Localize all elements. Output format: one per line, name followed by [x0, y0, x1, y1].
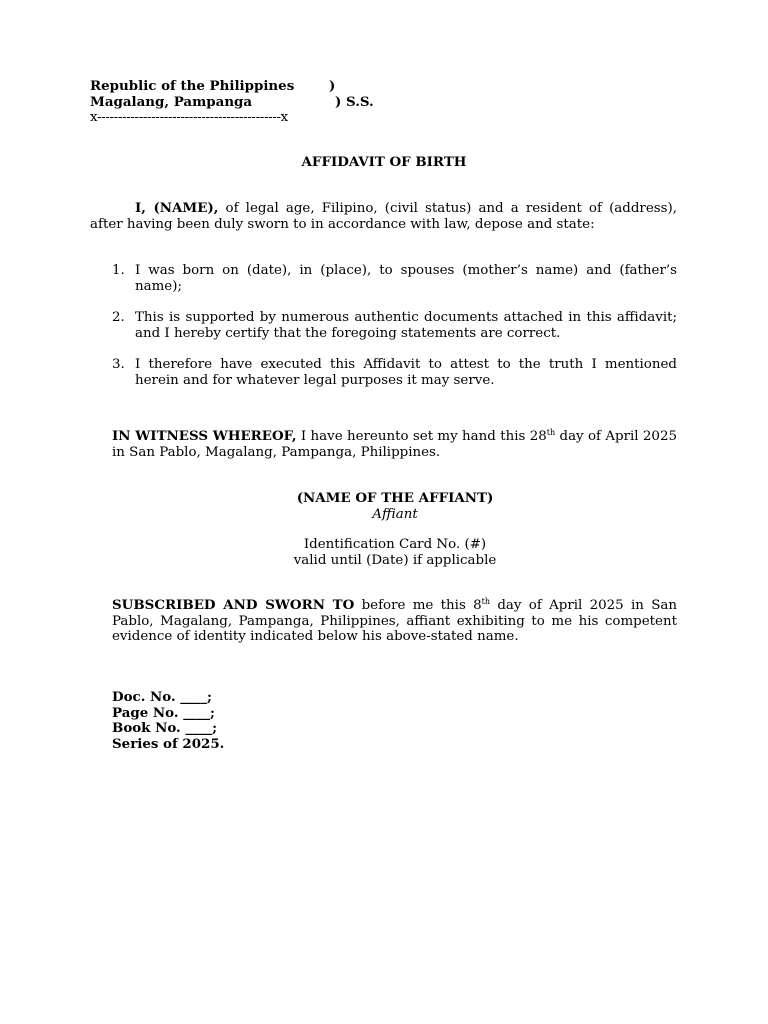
id-card-line: Identification Card No. (#) [303, 537, 487, 552]
affiant-role: Affiant [372, 506, 418, 522]
affiant-name: (NAME OF THE AFFIANT) [296, 490, 494, 506]
jurat-text: before me this 8 [354, 598, 482, 613]
witness-lead: IN WITNESS WHEREOF, [112, 428, 297, 444]
jurat-lead: SUBSCRIBED AND SWORN TO [112, 597, 355, 613]
list-item-text: This is supported by numerous authentic documents attached in this affidavit; and I hereby certify that the foregoing statements are correct. [135, 310, 677, 341]
list-item [112, 263, 677, 294]
list-item-text: I was born on (date), in (place), to spouses (mother’s name) and (father’s name); [135, 263, 677, 294]
caption-country: Republic of the Philippines [90, 78, 295, 94]
identification-block [0, 537, 768, 568]
intro-text: of legal age, Filipino, (civil status) and a resident of (address), after having been duly sworn to in accordance with law, depose and state: [90, 201, 677, 232]
book-number: Book No. ____; [112, 720, 218, 736]
list-item [112, 357, 677, 388]
affiant-name-placeholder: I, (NAME), [135, 200, 219, 216]
list-item-number: 3. [112, 357, 125, 372]
document-title: AFFIDAVIT OF BIRTH [301, 154, 467, 170]
notarial-register [112, 690, 224, 752]
caption-divider: x--------------------------------------------x [90, 110, 288, 125]
list-item [112, 310, 677, 341]
affiant-signature-block [0, 491, 768, 522]
caption-ss: ) S.S. [335, 93, 374, 110]
list-item-number: 2. [112, 310, 125, 325]
jurat-ordinal: th [481, 597, 491, 606]
series-year: Series of 2025. [112, 735, 225, 752]
page-number: Page No. ____; [112, 704, 215, 721]
caption-paren: ) [329, 78, 336, 94]
intro-paragraph [90, 201, 677, 232]
witness-text-end: day of April 2025 in San Pablo, Magalang, Pampanga, Philippines. [112, 429, 677, 460]
venue-caption [90, 79, 510, 126]
list-item-number: 1. [112, 263, 125, 278]
statement-list [112, 263, 677, 404]
id-validity-line: valid until (Date) if applicable [293, 552, 497, 568]
list-item-text: I therefore have executed this Affidavit to attest to the truth I mentioned herein and for whatever legal purposes it may serve. [135, 357, 677, 388]
caption-location: Magalang, Pampanga [90, 93, 253, 110]
jurat-paragraph [112, 598, 677, 645]
jurat-text-end: day of April 2025 in San Pablo, Magalang, Pampanga, Philippines, affiant exhibiting to me his competent evidence of identity indicated below his above-stated name. [112, 598, 677, 644]
doc-number: Doc. No. ____; [112, 689, 213, 705]
witness-ordinal: th [546, 428, 556, 437]
witness-paragraph [112, 429, 677, 460]
witness-text: I have hereunto set my hand this 28 [296, 429, 547, 444]
